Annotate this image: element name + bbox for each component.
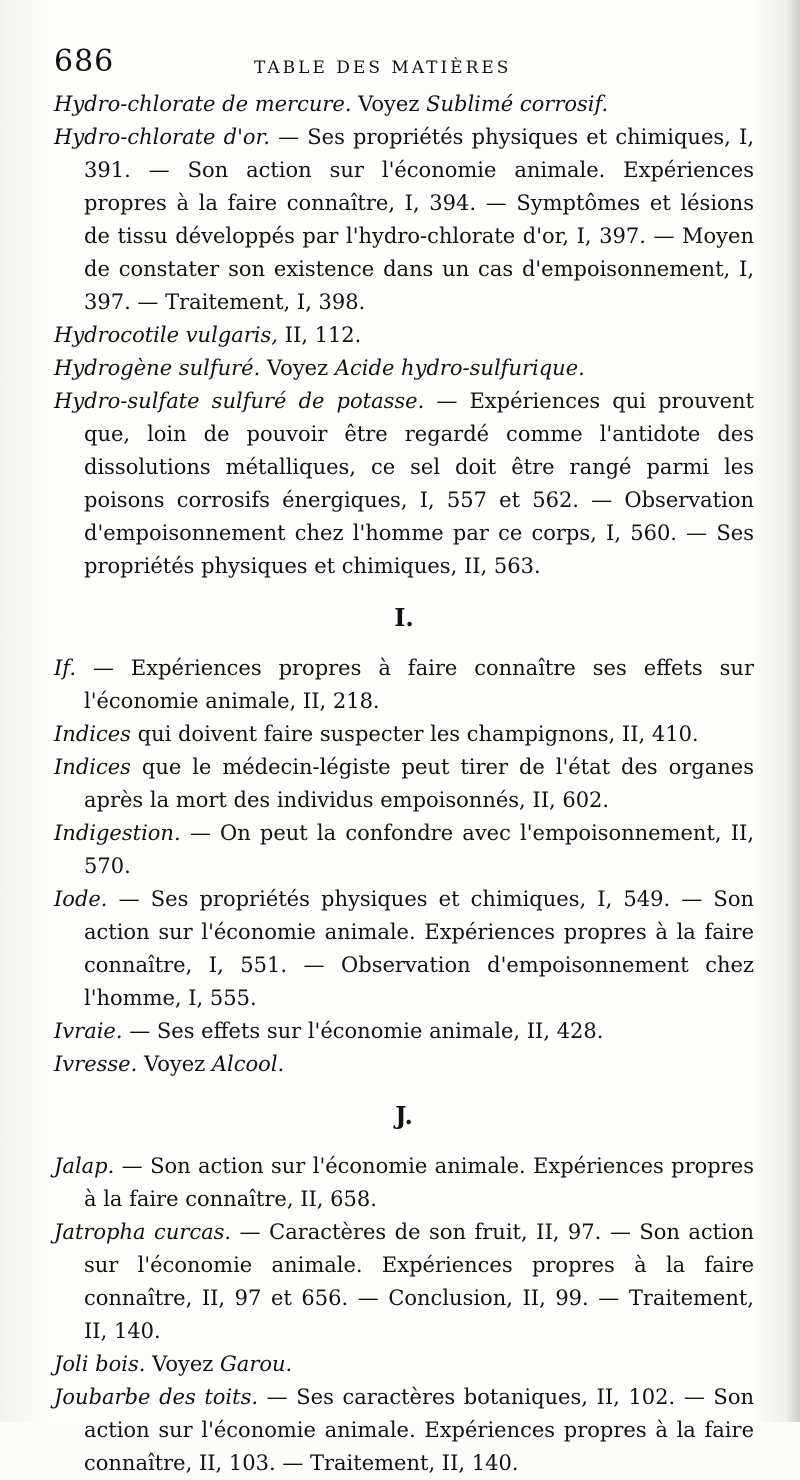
entry-term: Hydrocotile vulgaris, (54, 323, 278, 347)
entry-text: — Expériences propres à faire connaître ses effets sur l'économie animale, II, 218. (76, 656, 754, 713)
entry-text: — Expériences qui prouvent que, loin de pouvoir être regardé comme l'antidote des dissolutions métalliques, ce sel doit être rangé parmi les poisons corrosifs énergiques, I, 557 et 562. — Observation d'empoisonnement chez l'homme par ce corps, I, 560. — Ses propriétés physiques et chimiques, II, 563. (84, 389, 754, 578)
index-content (54, 88, 754, 1480)
entry-term: Hydro-chlorate d'or. (54, 125, 270, 149)
index-entry (54, 319, 754, 352)
entry-text: — On peut la confondre avec l'empoisonnement, II, 570. (84, 821, 754, 878)
index-entry (54, 817, 754, 883)
entry-text: — Ses propriétés physiques et chimiques, I, 549. — Son action sur l'économie animale. Expériences propres à la faire connaître, I, 551. — Observation d'empoisonnement chez l'homme, I, 555. (84, 887, 754, 1010)
entry-term: Indices (54, 722, 131, 746)
index-entry (54, 1048, 754, 1081)
entry-term: Indices (54, 755, 131, 779)
page-edge-shadow (786, 0, 800, 1422)
entry-term: Hydro-sulfate sulfuré de potasse. (54, 389, 425, 413)
index-entry (54, 385, 754, 583)
entry-text: — Caractères de son fruit, II, 97. — Son action sur l'économie animale. Expériences propres à la faire connaître, II, 97 et 656. — Conclusion, II, 99. — Traitement, II, 140. (84, 1220, 755, 1343)
entry-term: Indigestion. (54, 821, 181, 845)
page-header (54, 44, 760, 84)
entry-term: Hydro-chlorate de mercure. (54, 92, 352, 116)
index-entry (54, 1348, 754, 1381)
section-letter: I. (394, 603, 414, 632)
index-entry (54, 88, 754, 121)
entry-term: If. (54, 656, 76, 680)
index-entry (54, 883, 754, 1015)
entry-text: Voyez (351, 92, 427, 116)
entry-text: II, 112. (277, 323, 362, 347)
entry-text: qui doivent faire suspecter les champignons, II, 410. (130, 722, 699, 746)
section-letter: J. (395, 1101, 413, 1130)
entry-text: Voyez (260, 356, 335, 380)
entry-term: Joli bois. (54, 1352, 146, 1376)
running-head: TABLE DES MATIÈRES (254, 58, 512, 78)
page-number: 686 (54, 44, 115, 79)
index-entry (54, 652, 754, 718)
entry-cross-reference: Acide hydro-sulfurique. (334, 356, 585, 380)
entry-cross-reference: Garou. (220, 1352, 293, 1376)
index-entry (54, 751, 754, 817)
entry-term: Ivresse. (54, 1052, 138, 1076)
entry-term: Jatropha curcas. (54, 1220, 232, 1244)
entry-cross-reference: Alcool. (211, 1052, 285, 1076)
entry-term: Ivraie. (54, 1019, 123, 1043)
entry-text: — Ses propriétés physiques et chimiques, I, 391. — Son action sur l'économie animale. Expériences propres à la faire connaître, I, 394. — Symptômes et lésions de tissu développés par l'hydro-chlorate d'or, I, 397. — Moyen de constater son existence dans un cas d'empoisonnement, I, 397. — Traitement, I, 398. (84, 125, 754, 314)
entry-cross-reference: Sublimé corrosif. (426, 92, 609, 116)
index-entry (54, 352, 754, 385)
entry-term: Iode. (54, 887, 108, 911)
index-entry (54, 1381, 754, 1480)
index-entry (54, 121, 754, 319)
entry-term: Joubarbe des toits. (54, 1385, 259, 1409)
entry-text: — Ses effets sur l'économie animale, II, 428. (122, 1019, 604, 1043)
entry-text: — Ses caractères botaniques, II, 102. — Son action sur l'économie animale. Expériences propres à la faire connaître, II, 103. — Traitement, II, 140. (84, 1385, 754, 1475)
entry-text: Voyez (137, 1052, 212, 1076)
index-entry (54, 1015, 754, 1048)
entry-term: Hydrogène sulfuré. (54, 356, 261, 380)
index-entry (54, 718, 754, 751)
entry-text: Voyez (145, 1352, 221, 1376)
index-entry (54, 1150, 754, 1216)
entry-text: — Son action sur l'économie animale. Expériences propres à la faire connaître, II, 658. (84, 1154, 754, 1211)
entry-term: Jalap. (54, 1154, 115, 1178)
index-entry (54, 1216, 754, 1348)
entry-text: que le médecin-légiste peut tirer de l'état des organes après la mort des individus empoisonnés, II, 602. (84, 755, 754, 812)
